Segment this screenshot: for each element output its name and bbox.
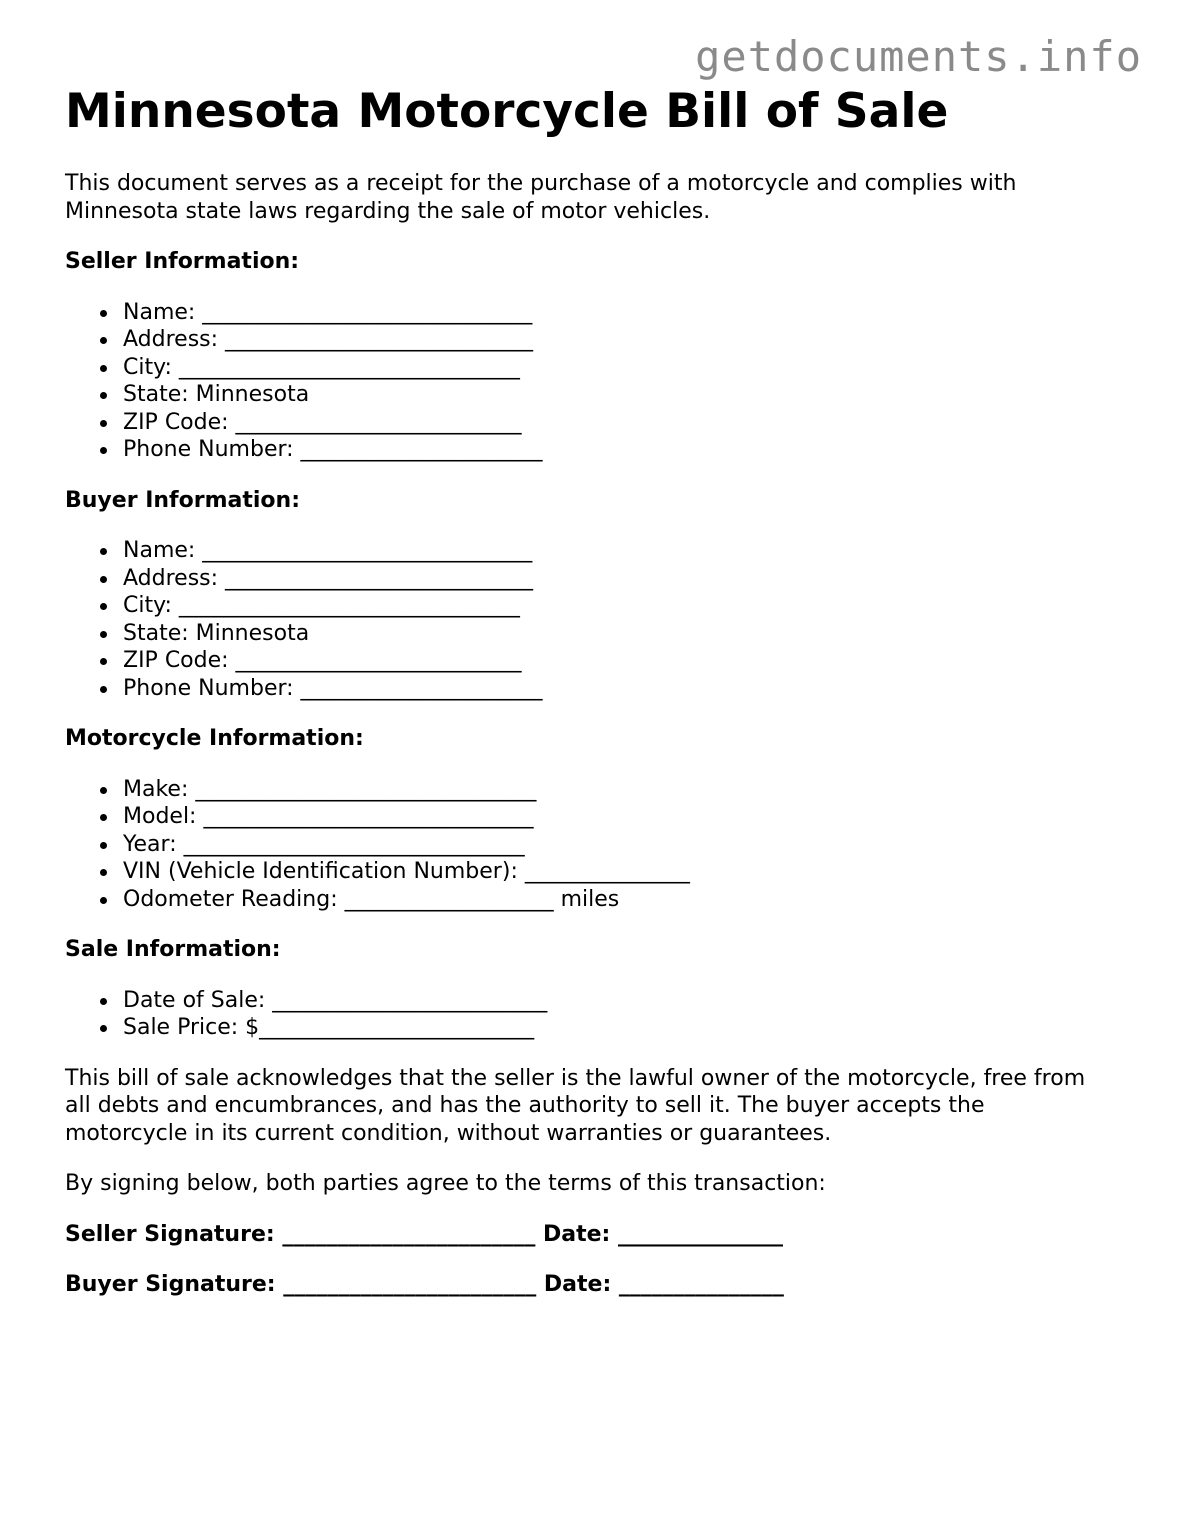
watermark: getdocuments.info — [695, 32, 1142, 81]
seller-field-list — [65, 299, 1105, 464]
seller-state-field: State: Minnesota — [123, 381, 1105, 409]
sale-section-heading: Sale Information: — [65, 937, 281, 962]
agreement-paragraph: By signing below, both parties agree to the terms of this transaction: — [65, 1171, 826, 1196]
motorcycle-year-field: Year: _______________________________ — [123, 831, 1105, 859]
seller-address-field: Address: ____________________________ — [123, 326, 1105, 354]
seller-signature-line: Seller Signature: _______________________ Date: _______________ — [65, 1221, 783, 1247]
motorcycle-vin-field: VIN (Vehicle Identification Number): _______________ — [123, 858, 1105, 886]
buyer-zip-field: ZIP Code: __________________________ — [123, 647, 1105, 675]
seller-section-heading: Seller Information: — [65, 249, 300, 274]
motorcycle-field-list — [65, 776, 1105, 914]
buyer-city-field: City: _______________________________ — [123, 592, 1105, 620]
document-body — [65, 170, 1105, 1322]
intro-paragraph: This document serves as a receipt for the purchase of a motorcycle and complies with Minnesota state laws regarding the sale of motor vehicles. — [65, 171, 1017, 224]
acknowledgement-paragraph: This bill of sale acknowledges that the seller is the lawful owner of the motorcycle, free from all debts and encumbrances, and has the authority to sell it. The buyer accepts the motorcycle in its current condition, without warranties or guarantees. — [65, 1065, 1086, 1146]
motorcycle-section-heading: Motorcycle Information: — [65, 726, 364, 751]
motorcycle-odometer-field: Odometer Reading: ___________________ miles — [123, 886, 1105, 914]
buyer-field-list — [65, 537, 1105, 702]
sale-date-field: Date of Sale: _________________________ — [123, 987, 1105, 1015]
buyer-phone-field: Phone Number: ______________________ — [123, 675, 1105, 703]
seller-name-field: Name: ______________________________ — [123, 299, 1105, 327]
sale-field-list — [65, 987, 1105, 1042]
seller-city-field: City: _______________________________ — [123, 354, 1105, 382]
sale-price-field: Sale Price: $_________________________ — [123, 1014, 1105, 1042]
seller-zip-field: ZIP Code: __________________________ — [123, 409, 1105, 437]
buyer-address-field: Address: ____________________________ — [123, 565, 1105, 593]
buyer-name-field: Name: ______________________________ — [123, 537, 1105, 565]
seller-phone-field: Phone Number: ______________________ — [123, 436, 1105, 464]
buyer-signature-line: Buyer Signature: _______________________ Date: _______________ — [65, 1272, 784, 1297]
motorcycle-make-field: Make: _______________________________ — [123, 776, 1105, 804]
motorcycle-model-field: Model: ______________________________ — [123, 803, 1105, 831]
document-title: Minnesota Motorcycle Bill of Sale — [65, 84, 949, 139]
buyer-section-heading: Buyer Information: — [65, 487, 300, 513]
buyer-state-field: State: Minnesota — [123, 620, 1105, 648]
